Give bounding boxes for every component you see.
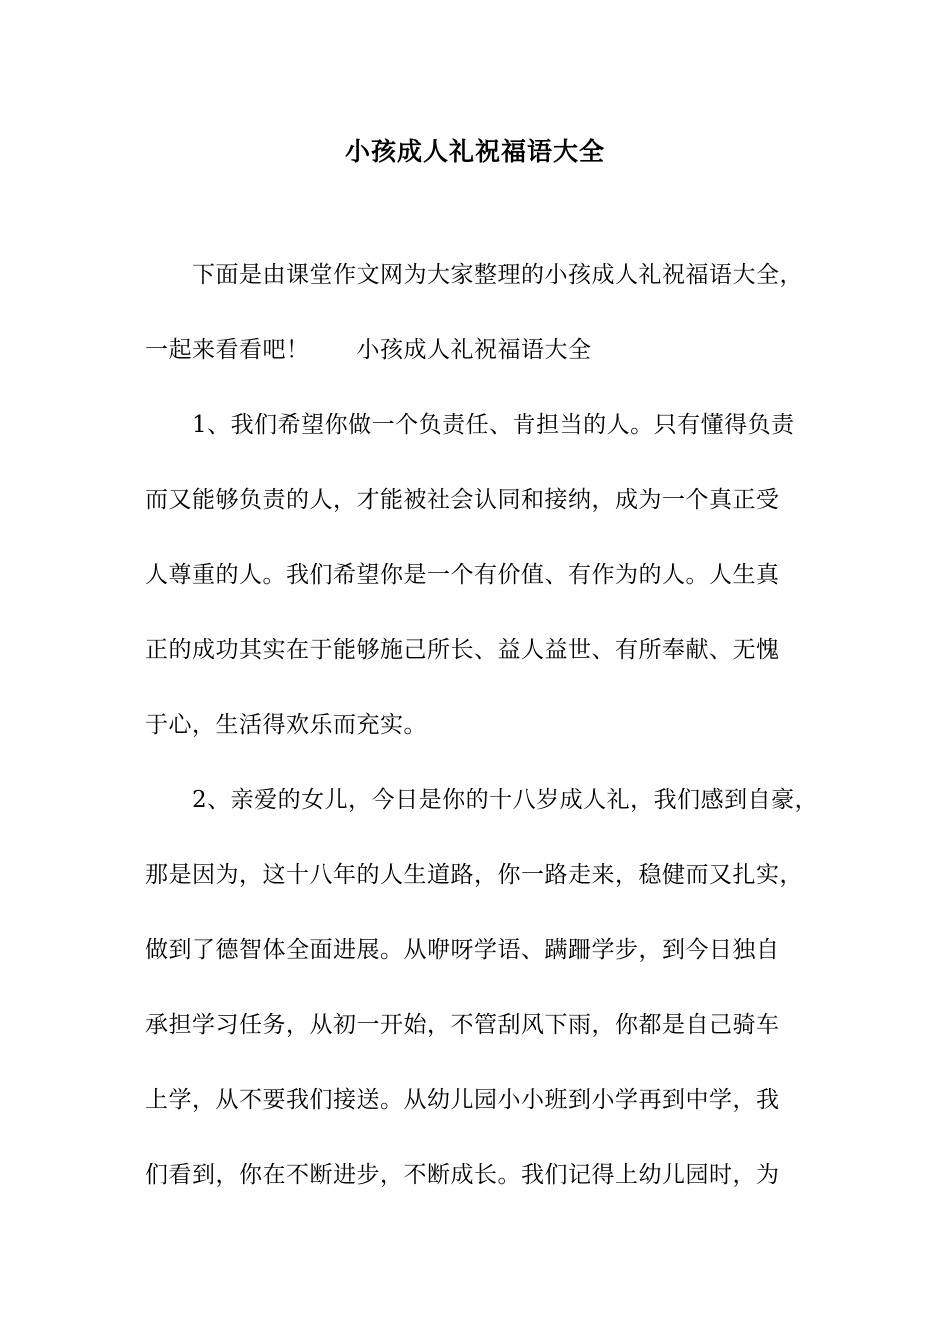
paragraph-line: 下面是由课堂作文网为大家整理的小孩成人礼祝福语大全， <box>145 262 803 288</box>
paragraph-line: 那是因为，这十八年的人生道路，你一路走来，稳健而又扎实， <box>145 862 803 888</box>
paragraph-line: 上学，从不要我们接送。从幼儿园小小班到小学再到中学，我 <box>145 1087 780 1113</box>
paragraph-line: 1、我们希望你做一个负责任、肯担当的人。只有懂得负责 <box>145 412 795 438</box>
paragraph-line: 们看到，你在不断进步，不断成长。我们记得上幼儿园时，为 <box>145 1162 780 1188</box>
paragraph-line: 人尊重的人。我们希望你是一个有价值、有作为的人。人生真 <box>145 562 780 588</box>
paragraph-line: 一起来看看吧！ 小孩成人礼祝福语大全 <box>145 337 592 363</box>
document-title: 小孩成人礼祝福语大全 <box>344 137 605 166</box>
paragraph-line: 做到了德智体全面进展。从咿呀学语、蹒跚学步，到今日独自 <box>145 937 780 963</box>
paragraph-line: 承担学习任务，从初一开始，不管刮风下雨，你都是自己骑车 <box>145 1012 780 1038</box>
paragraph-line: 而又能够负责的人，才能被社会认同和接纳，成为一个真正受 <box>145 487 780 513</box>
paragraph-line: 正的成功其实在于能够施己所长、益人益世、有所奉献、无愧 <box>145 637 780 663</box>
paragraph-line: 于心，生活得欢乐而充实。 <box>145 712 427 738</box>
paragraph-line: 2、亲爱的女儿，今日是你的十八岁成人礼，我们感到自豪， <box>145 787 819 813</box>
